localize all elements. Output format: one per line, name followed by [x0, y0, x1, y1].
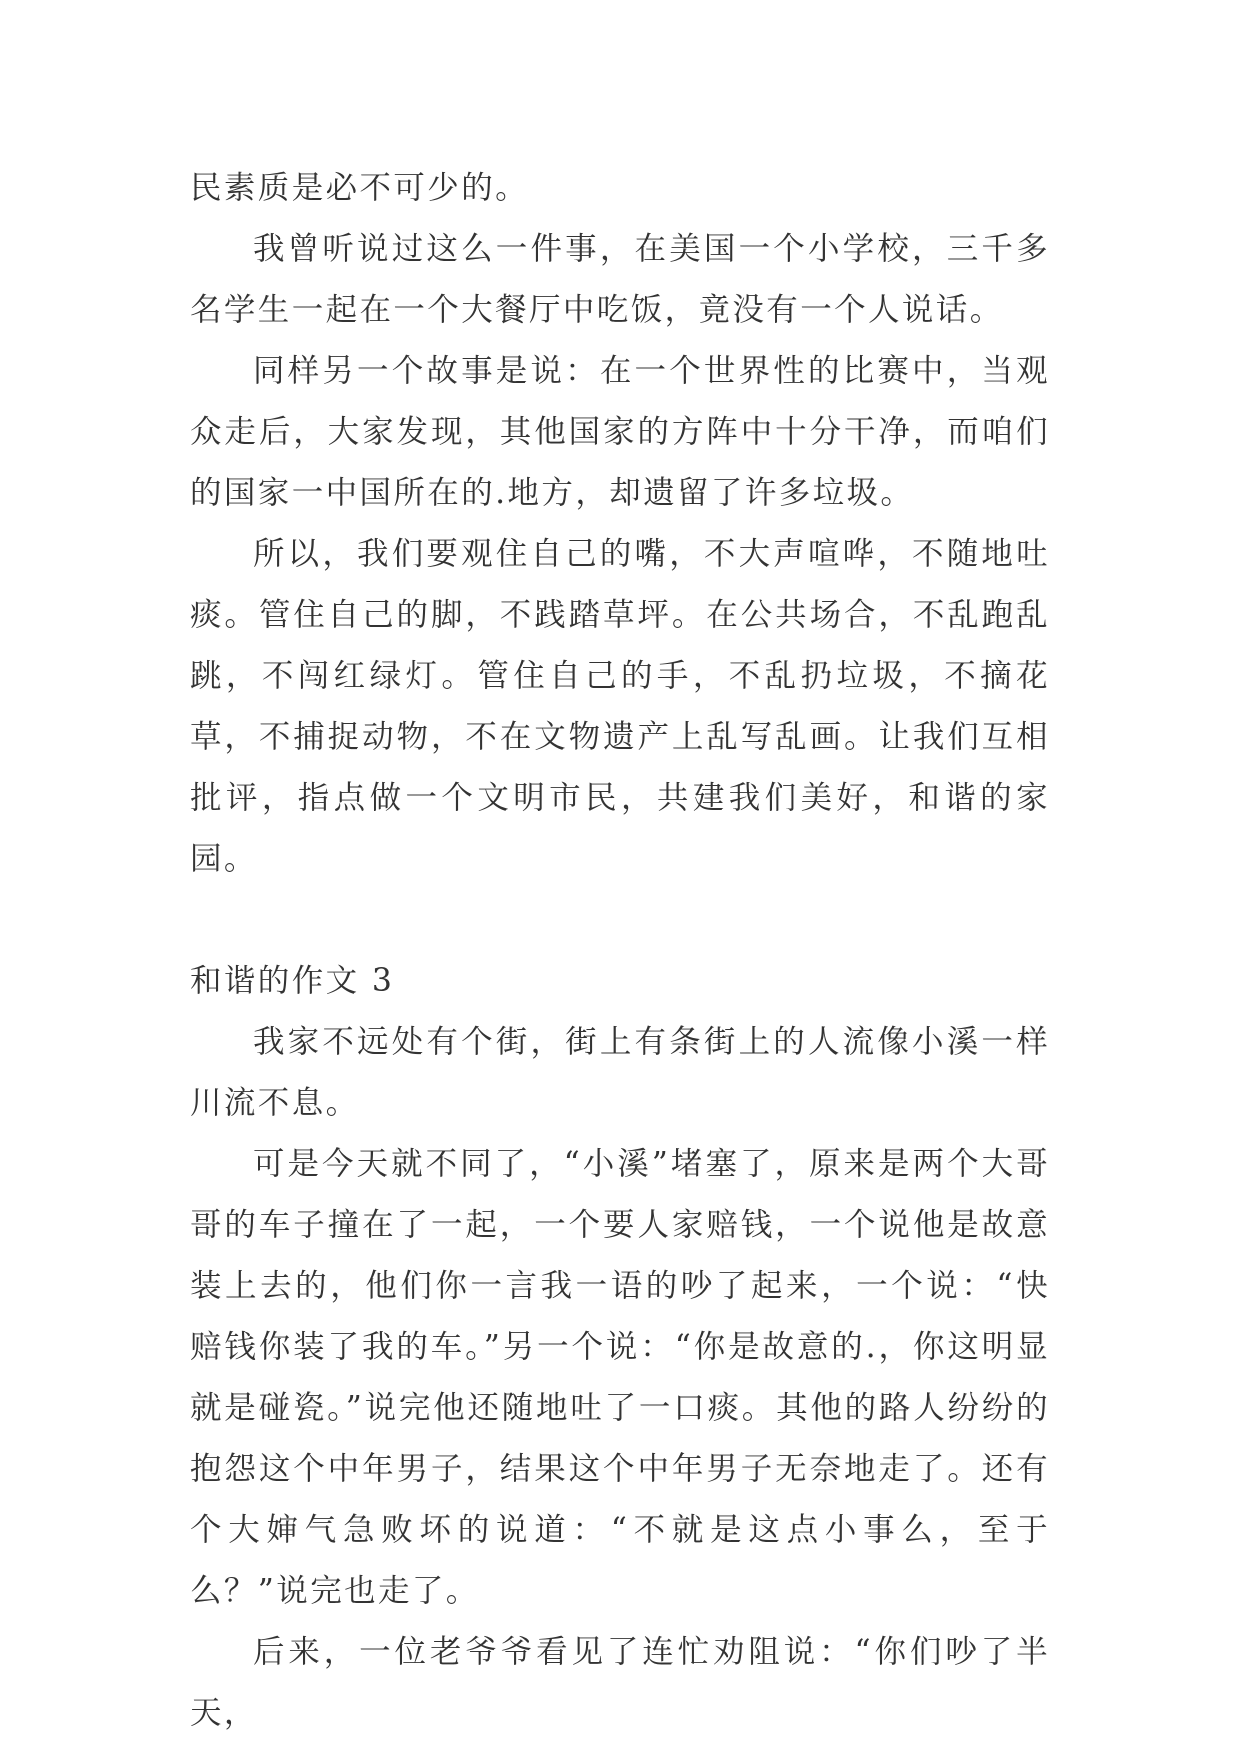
paragraph: 同样另一个故事是说：在一个世界性的比赛中，当观众走后，大家发现，其他国家的方阵中十分干净，而咱们的国家一中国所在的.地方，却遗留了许多垃圾。	[190, 353, 1050, 511]
paragraph: 我家不远处有个街，街上有条街上的人流像小溪一样川流不息。	[190, 1024, 1050, 1121]
paragraph: 所以，我们要观住自己的嘴，不大声喧哗，不随地吐痰。管住自己的脚，不践踏草坪。在公共场合，不乱跑乱跳，不闯红绿灯。管住自己的手，不乱扔垃圾，不摘花草，不捕捉动物，不在文物遗产上乱写乱画。让我们互相批评，指点做一个文明市民，共建我们美好，和谐的家园。	[190, 536, 1050, 877]
paragraph: 可是今天就不同了，“小溪”堵塞了，原来是两个大哥哥的车子撞在了一起，一个要人家赔钱，一个说他是故意装上去的，他们你一言我一语的吵了起来，一个说：“快赔钱你装了我的车。”另一个说：“你是故意的.，你这明显就是碰瓷。”说完他还随地吐了一口痰。其他的路人纷纷的抱怨这个中年男子，结果这个中年男子无奈地走了。还有个大婶气急败坏的说道：“不就是这点小事么，至于么？”说完也走了。	[190, 1146, 1050, 1609]
section-gap	[190, 890, 1050, 951]
essay-heading: 和谐的作文 3	[190, 963, 395, 999]
paragraph-continued: 民素质是必不可少的。	[190, 170, 530, 206]
paragraph: 我曾听说过这么一件事，在美国一个小学校，三千多名学生一起在一个大餐厅中吃饭，竟没有一个人说话。	[190, 231, 1050, 328]
paragraph: 后来，一位老爷爷看见了连忙劝阻说：“你们吵了半天，	[190, 1634, 1050, 1731]
essay-text	[190, 158, 1050, 1744]
